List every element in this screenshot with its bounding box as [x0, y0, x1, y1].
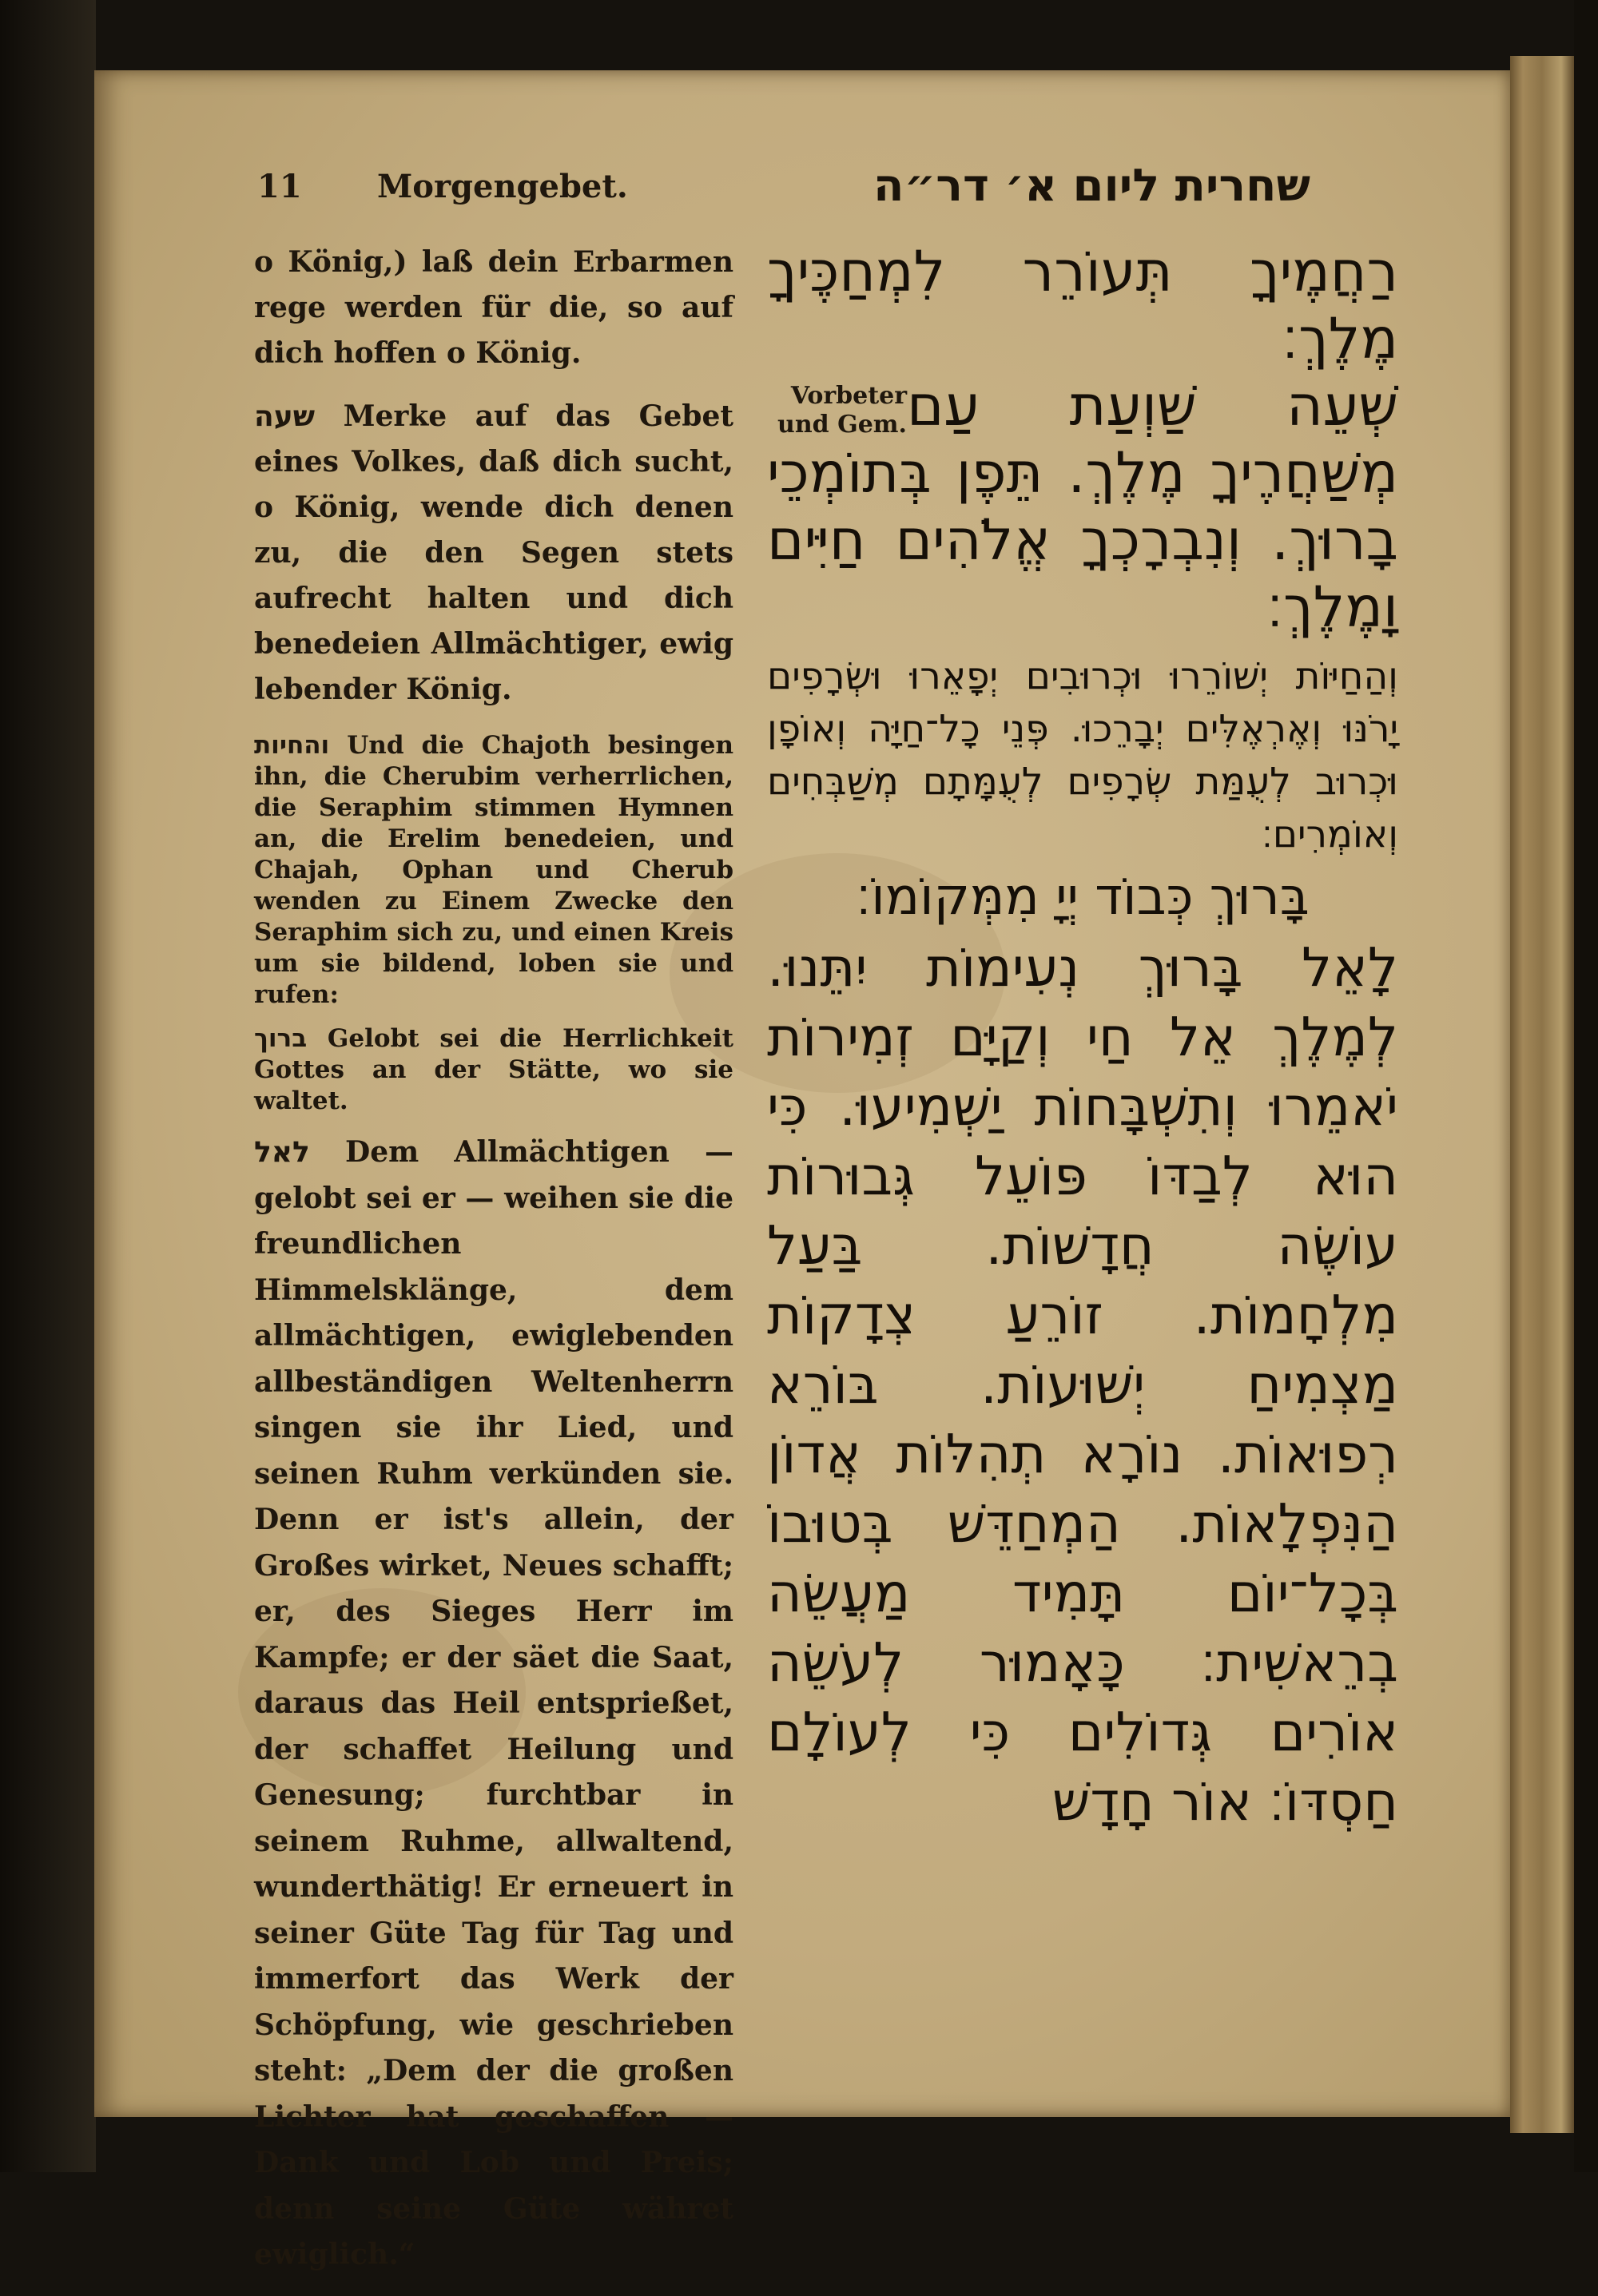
hebrew-cue-word: שעה: [254, 400, 316, 433]
page-number: 11: [257, 168, 302, 205]
hebrew-cue-word: ברוך: [254, 1024, 308, 1053]
german-paragraph: [254, 1023, 733, 1117]
german-running-header: [257, 168, 753, 205]
hebrew-paragraph: לָאֵל בָּרוּךְ נְעִימוֹת יִתֵּנוּ. לְמֶלֶךְ אֵל חַי וְקַיָּם זְמִירוֹת יֹאמֵרוּ וְתִשְׁבָּחוֹת יַשְׁמִיעוּ. כִּי הוּא לְבַדּוֹ פּוֹעֵל גְּבוּרוֹת עוֹשֶׂה חֲדָשׁוֹת. בַּעַל מִלְחָמוֹת. זוֹרֵעַ צְדָקוֹת מַצְמִיחַ יְשׁוּעוֹת. בּוֹרֵא רְפוּאוֹת. נוֹרָא תְהִלּוֹת אֲדוֹן הַנִּפְלָאוֹת. הַמְחַדֵּשׁ בְּטוּבוֹ בְּכָל־יוֹם תָּמִיד מַעֲשֵׂה בְרֵאשִׁית׃ כָּאָמוּר לְעֹשֵׂה אוֹרִים גְּדוֹלִים כִּי לְעוֹלָם חַסְדּוֹ׃ אוֹר חָדָשׁ: [767, 936, 1398, 1833]
hebrew-cue-word: לאל: [254, 1136, 310, 1169]
hebrew-paragraph: [767, 372, 1398, 641]
german-paragraph: [254, 394, 733, 713]
reader-cue: [767, 382, 907, 439]
reader-cue-line: Vorbeter: [790, 382, 907, 410]
german-paragraph: [254, 730, 733, 1011]
book-binding: [0, 0, 96, 2172]
page-edge: [1510, 56, 1574, 2133]
german-paragraph-text: Und die Chajoth besingen ihn, die Cherubim verherrlichen, die Seraphim stimmen Hymnen an, die Erelim benedeien, und Chajah, Ophan und Cherub wenden zu Einem Zwecke den Seraphim sich zu, und einen Kreis um sie bildend, loben sie und rufen:: [254, 731, 733, 1009]
german-paragraph-text: Merke auf das Gebet eines Volkes, daß dich sucht, o König, wende dich denen zu, die den Segen stets aufrecht halten und dich benedeien Allmächtiger, ewig lebender König.: [254, 399, 733, 706]
hebrew-paragraph: בָּרוּךְ כְּבוֹד יְיָ מִמְּקוֹמוֹ׃: [856, 868, 1310, 927]
hebrew-paragraph: רַחֲמֶיךָ תְּעוֹרֵר לִמְחַכֶּיךָ מֶלֶךְ׃: [767, 239, 1398, 371]
german-header-title: Morgengebet.: [377, 168, 628, 205]
hebrew-text-column: [767, 238, 1398, 1837]
hebrew-paragraph-text: שְׁעֵה שַׁוְעַת עַם מְשַׁחֲרֶיךָ מֶלֶךְ. תֵּפֶן בְּתוֹמְכֵי בָרוּךְ. וְנִבְרָכְךָ אֱלֹהִים חַיִּים וָמֶלֶךְ׃: [767, 373, 1398, 640]
german-paragraph: [254, 1130, 733, 2278]
german-paragraph-text: Gelobt sei die Herrlichkeit Gottes an der Stätte, wo sie waltet.: [254, 1024, 734, 1115]
hebrew-paragraph: וְהַחַיּוֹת יְשׁוֹרֵרוּ וּכְרוּבִים יְפָאֵרוּ וּשְׂרָפִים יָרֹנּוּ וְאֶרְאֶלִּים יְבָרֵכוּ. פְּנֵי כָל־חַיָּה וְאוֹפָן וּכְרוּב לְעֻמַּת שְׂרָפִים לְעֻמָּתָם מְשַׁבְּחִים וְאוֹמְרִים׃: [767, 654, 1398, 856]
german-translation-column: [254, 240, 733, 2296]
background-strip: [1574, 0, 1598, 2172]
german-paragraph: o König,) laß dein Erbarmen rege werden für die, so auf dich hoffen o König.: [254, 245, 733, 370]
reader-cue-line: und Gem.: [777, 411, 907, 439]
german-paragraph-text: Dem Allmächtigen — gelobt sei er — weihen sie die freundlichen Himmelsklänge, dem allmächtigen, ewiglebenden allbeständigen Weltenherrn singen sie ihr Lied, und seinen Ruhm verkünden sie. Denn er ist's allein, der Großes wirket, Neues schafft; er, des Sieges Herr im Kampfe; er der säet die Saat, daraus das Heil entsprießet, der schaffet Heilung und Genesung; furchtbar in seinem Ruhme, allwaltend, wunderthätig! Er erneuert in seiner Güte Tag für Tag und immerfort das Werk der Schöpfung, wie geschrieben steht: „Dem der die großen Lichter hat geschaffen — Dank und Lob und Preis; denn seine Güte währet ewiglich.“: [254, 1135, 733, 2271]
hebrew-header-title: שחרית ליום א׳ דר״ה: [873, 160, 1310, 212]
hebrew-cue-word: והחיות: [254, 731, 330, 760]
